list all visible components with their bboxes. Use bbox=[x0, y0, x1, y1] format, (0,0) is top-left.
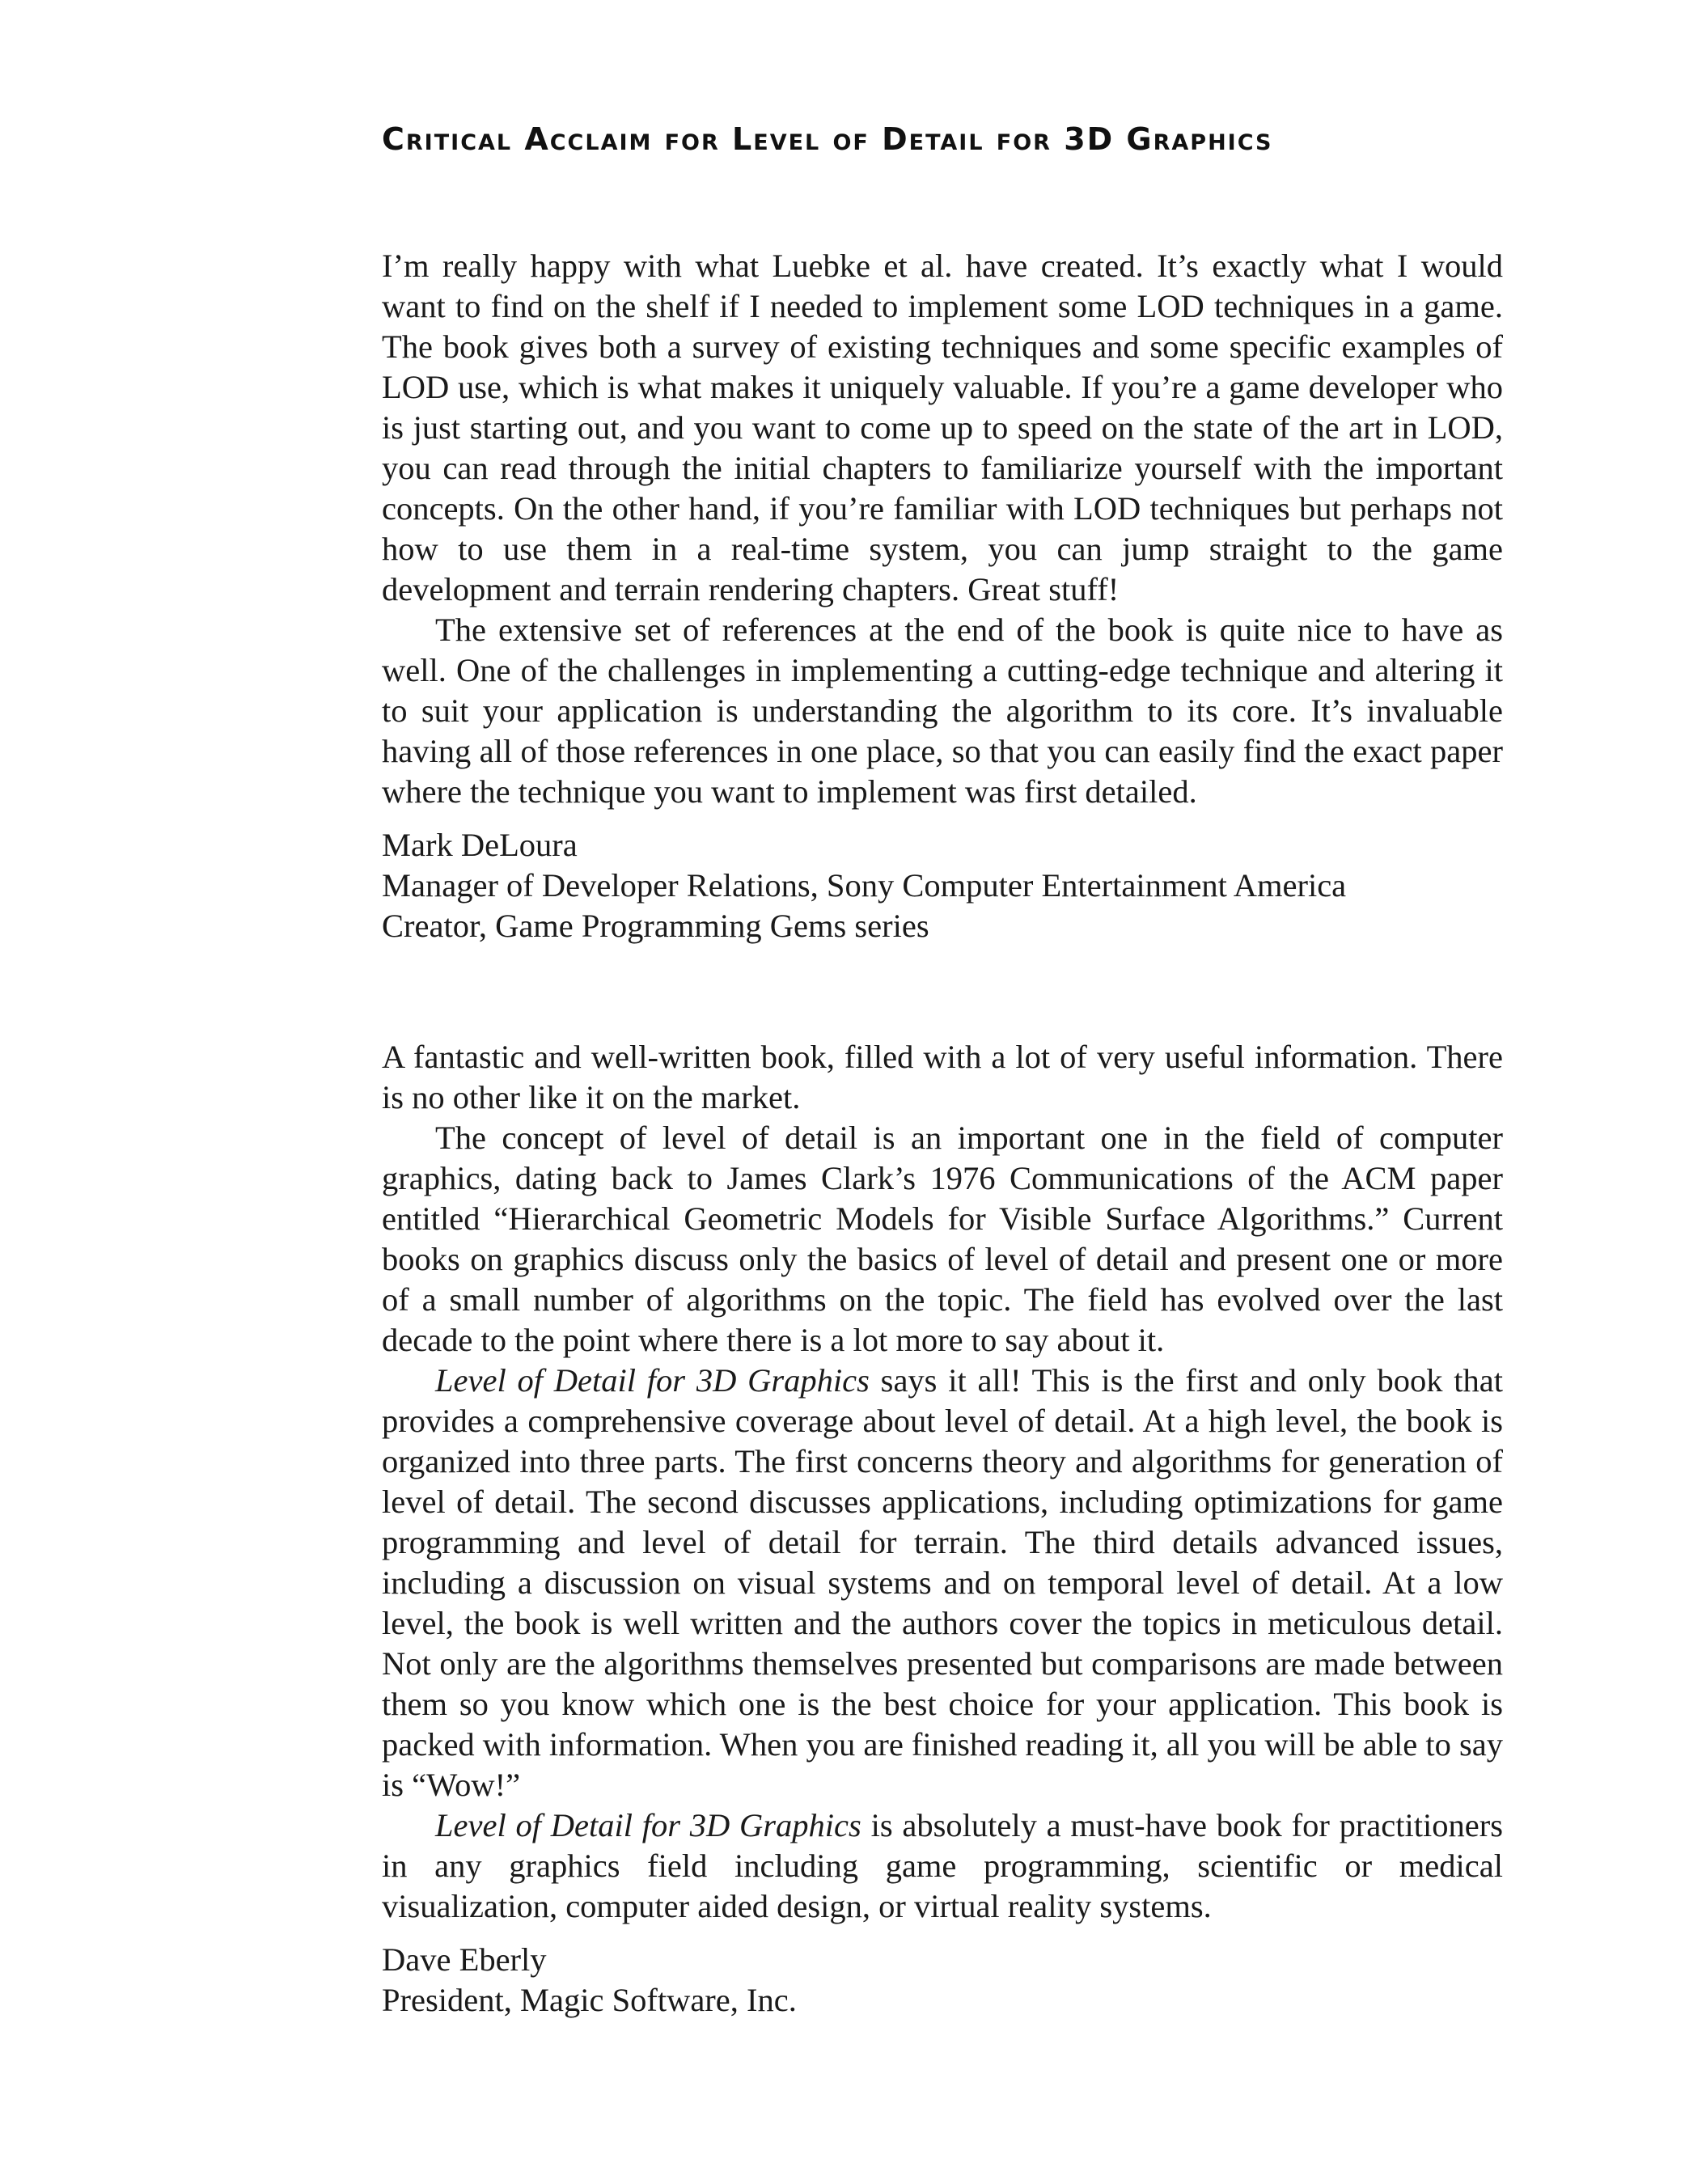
review-eberly bbox=[382, 1037, 1503, 2021]
review-paragraph bbox=[382, 1805, 1503, 1927]
review-deloura bbox=[382, 246, 1503, 946]
book-title: Level of Detail for 3D Graphics bbox=[435, 1807, 861, 1843]
review-paragraph: The concept of level of detail is an important one in the field of computer graphics, dating back to James Clark’s 1976 Communications of the ACM paper entitled “Hierarchical Geometric Models for Visible Surface Algorithms.” Current books on graphics discuss only the basics of level of detail and present one or more of a small number of algorithms on the topic. The field has evolved over the last decade to the point where there is a lot more to say about it. bbox=[382, 1120, 1503, 1358]
review-paragraph: A fantastic and well-written book, filled with a lot of very useful information. There is no other like it on the market. bbox=[382, 1039, 1503, 1115]
review-paragraph bbox=[382, 1361, 1503, 1805]
reviewer-role: President, Magic Software, Inc. bbox=[382, 1982, 797, 2018]
book-title: Level of Detail for 3D Graphics bbox=[435, 1362, 870, 1399]
review-attribution bbox=[382, 825, 1503, 946]
reviewer-affiliation: Creator, Game Programming Gems series bbox=[382, 908, 929, 944]
reviewer-name: Mark DeLoura bbox=[382, 827, 578, 863]
review-paragraph: The extensive set of references at the end of the book is quite nice to have as well. One of the challenges in implementing a cutting-edge technique and altering it to suit your application is understanding the algorithm to its core. It’s invaluable having all of those references in one place, so that you can easily find the exact paper where the technique you want to implement was first detailed. bbox=[382, 612, 1503, 810]
review-attribution bbox=[382, 1940, 1503, 2021]
reviewer-role: Manager of Developer Relations, Sony Computer Entertainment America bbox=[382, 867, 1347, 904]
review-paragraph: I’m really happy with what Luebke et al. have created. It’s exactly what I would want to find on the shelf if I needed to implement some LOD techniques in a game. The book gives both a survey of existing techniques and some specific examples of LOD use, which is what makes it uniquely valuable. If you’re a game developer who is just starting out, and you want to come up to speed on the state of the art in LOD, you can read through the initial chapters to familiarize yourself with the important concepts. On the other hand, if you’re familiar with LOD techniques but perhaps not how to use them in a real-time system, you can jump straight to the game development and terrain rendering chapters. Great stuff! bbox=[382, 248, 1503, 607]
review-paragraph-text: says it all! This is the first and only book that provides a comprehensive coverage about level of detail. At a high level, the book is organized into three parts. The first concerns theory and algorithms for generation of level of detail. The second discusses applications, including optimizations for game programming and level of detail for terrain. The third details advanced issues, including a discussion on visual systems and on temporal level of detail. At a low level, the book is well written and the authors cover the topics in meticulous detail. Not only are the algorithms themselves presented but comparisons are made between them so you know which one is the best choice for your application. This book is packed with information. When you are finished reading it, all you will be able to say is “Wow!” bbox=[382, 1362, 1503, 1803]
reviewer-name: Dave Eberly bbox=[382, 1941, 547, 1978]
review-paragraph-text: is absolutely a must-have book for practitioners in any graphics field including game programming, scientific or medical visualization, computer aided design, or virtual reality systems. bbox=[382, 1807, 1503, 1924]
page-heading: Critical Acclaim for Level of Detail for 3D Graphics bbox=[382, 121, 1273, 157]
